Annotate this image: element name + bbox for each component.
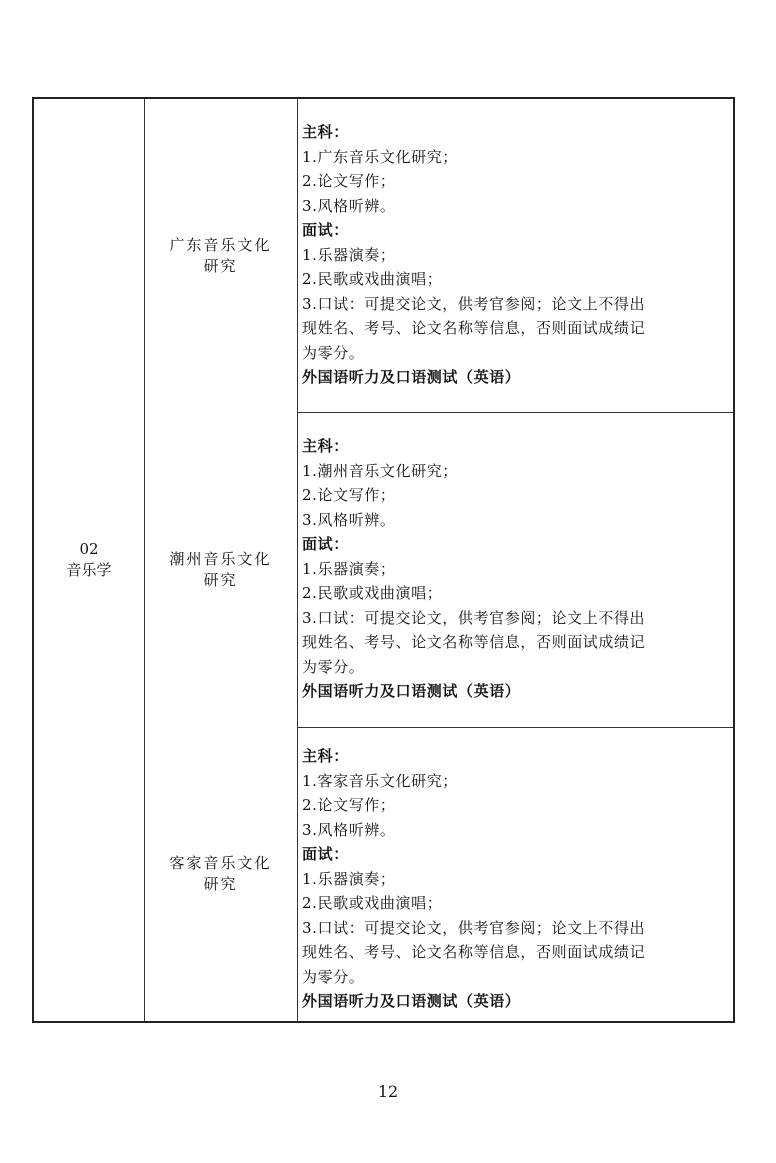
oral-exam-text: 现姓名、考号、论文名称等信息，否则面试成绩记 (302, 319, 646, 337)
subject-item: 1.广东音乐文化研究； (302, 147, 458, 166)
interview-item: 2.民歌或戏曲演唱； (302, 270, 443, 288)
direction-name-line1: 广东音乐文化 (169, 235, 272, 254)
oral-exam-text: 现姓名、考号、论文名称等信息，否则面试成绩记 (302, 943, 646, 961)
direction-cell-hakka (144, 727, 297, 1021)
interview-heading: 面试： (302, 845, 349, 863)
oral-exam-text: 现姓名、考号、论文名称等信息，否则面试成绩记 (302, 633, 646, 651)
oral-exam-text: 为零分。 (302, 967, 365, 986)
interview-item: 1.乐器演奏； (302, 245, 396, 264)
subject-heading: 主科： (302, 123, 349, 141)
subject-item: 3.风格听辨。 (302, 510, 396, 529)
interview-item: 1.乐器演奏； (302, 559, 396, 578)
direction-name-line2: 研究 (203, 875, 238, 893)
subject-heading: 主科： (302, 437, 349, 455)
major-cell (34, 99, 144, 1021)
direction-cell-chaozhou (144, 412, 297, 727)
subject-item: 3.风格听辨。 (302, 196, 396, 215)
interview-item: 2.民歌或戏曲演唱； (302, 894, 443, 912)
interview-item: 1.乐器演奏； (302, 869, 396, 888)
subject-heading: 主科： (302, 747, 349, 765)
page-number: 12 (377, 1082, 399, 1101)
exam-content-hakka (302, 744, 732, 1014)
major-name: 音乐学 (66, 561, 112, 579)
oral-exam-text: 3.口试：可提交论文，供考官参阅；论文上不得出 (302, 918, 646, 937)
interview-heading: 面试： (302, 535, 349, 553)
direction-name-line1: 潮州音乐文化 (169, 549, 272, 568)
oral-exam-text: 3.口试：可提交论文，供考官参阅；论文上不得出 (302, 608, 646, 627)
major-code: 02 (79, 540, 99, 558)
oral-exam-text: 3.口试：可提交论文，供考官参阅；论文上不得出 (302, 294, 646, 313)
interview-heading: 面试： (302, 221, 349, 239)
subject-item: 2.论文写作； (302, 486, 396, 504)
direction-cell-guangdong (144, 99, 297, 412)
subject-item: 1.潮州音乐文化研究； (302, 461, 458, 480)
exam-content-guangdong (302, 120, 732, 390)
direction-name-line2: 研究 (203, 570, 238, 589)
subject-item: 2.论文写作； (302, 172, 396, 190)
language-test: 外国语听力及口语测试（英语） (302, 992, 521, 1010)
subject-item: 1.客家音乐文化研究； (302, 771, 458, 790)
direction-name-line2: 研究 (203, 256, 238, 275)
subject-item: 3.风格听辨。 (302, 820, 396, 839)
oral-exam-text: 为零分。 (302, 343, 365, 362)
language-test: 外国语听力及口语测试（英语） (302, 682, 521, 700)
subject-item: 2.论文写作； (302, 796, 396, 814)
direction-name-line1: 客家音乐文化 (169, 854, 272, 872)
exam-content-chaozhou (302, 434, 732, 704)
exam-table (32, 97, 735, 1023)
column-divider-direction (297, 99, 298, 1021)
row-divider-1 (297, 412, 733, 413)
language-test: 外国语听力及口语测试（英语） (302, 368, 521, 386)
oral-exam-text: 为零分。 (302, 657, 365, 676)
interview-item: 2.民歌或戏曲演唱； (302, 584, 443, 602)
row-divider-2 (297, 727, 733, 728)
